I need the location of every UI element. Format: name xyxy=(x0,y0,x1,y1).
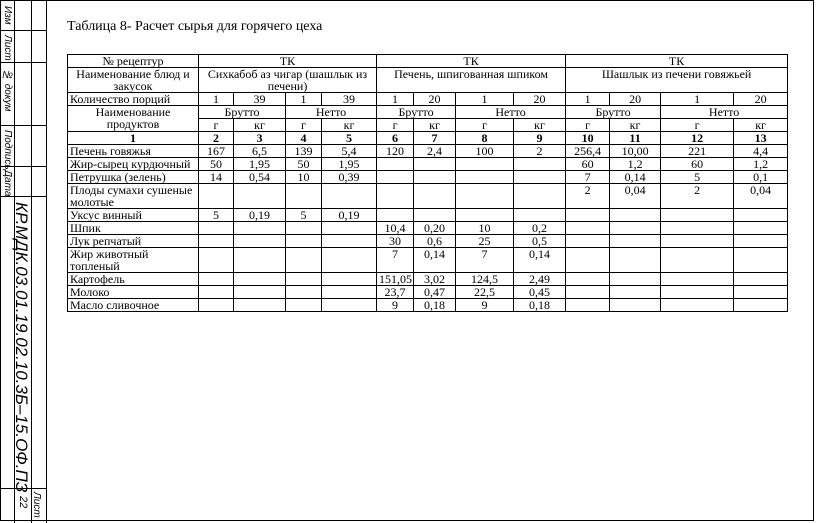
value-cell: 7 xyxy=(377,248,414,273)
value-cell xyxy=(199,222,234,235)
value-cell xyxy=(514,184,566,209)
value-cell xyxy=(456,184,514,209)
table-title: Таблица 8- Расчет сырья для горячего цеха xyxy=(67,19,323,34)
product-name: Жир-сырец курдючный xyxy=(68,158,199,171)
value-cell: 7 xyxy=(456,248,514,273)
table-row-recipe xyxy=(68,55,788,68)
value-cell xyxy=(661,248,734,273)
value-cell: 0,18 xyxy=(414,299,456,312)
value-cell: 5 xyxy=(199,209,234,222)
netto-1: Нетто xyxy=(286,106,377,119)
value-cell xyxy=(199,248,234,273)
dish-2: Печень, шпигованная шпиком xyxy=(377,68,566,93)
value-cell: 0,39 xyxy=(322,171,377,184)
value-cell xyxy=(661,222,734,235)
value-cell xyxy=(199,184,234,209)
value-cell xyxy=(661,286,734,299)
unit-cell: кг xyxy=(414,119,456,132)
value-cell xyxy=(734,299,788,312)
tk-3: ТК xyxy=(566,55,788,68)
value-cell xyxy=(377,209,414,222)
value-cell xyxy=(456,171,514,184)
value-cell xyxy=(286,273,322,286)
table-row xyxy=(68,158,788,171)
value-cell xyxy=(234,286,286,299)
value-cell xyxy=(234,235,286,248)
value-cell: 2 xyxy=(514,145,566,158)
table-row xyxy=(68,273,788,286)
table-row xyxy=(68,299,788,312)
value-cell: 3,02 xyxy=(414,273,456,286)
value-cell: 60 xyxy=(566,158,610,171)
side-stamp xyxy=(0,0,47,523)
value-cell: 0,19 xyxy=(322,209,377,222)
value-cell xyxy=(566,273,610,286)
column-number-cell: 13 xyxy=(734,132,788,145)
stamp-label-podpis: Подпись xyxy=(2,130,13,170)
value-cell xyxy=(286,299,322,312)
column-number-cell: 12 xyxy=(661,132,734,145)
value-cell: 5 xyxy=(661,171,734,184)
portion-cell: 20 xyxy=(734,93,788,106)
value-cell xyxy=(734,222,788,235)
value-cell: 1,95 xyxy=(234,158,286,171)
value-cell xyxy=(234,222,286,235)
column-number-cell: 9 xyxy=(514,132,566,145)
netto-3: Нетто xyxy=(661,106,788,119)
unit-cell: г xyxy=(566,119,610,132)
value-cell: 0,47 xyxy=(414,286,456,299)
table-row-portions xyxy=(68,93,788,106)
value-cell xyxy=(414,209,456,222)
value-cell xyxy=(322,184,377,209)
value-cell xyxy=(322,248,377,273)
table-row-column-numbers xyxy=(68,132,788,145)
product-name: Жир животный топленый xyxy=(68,248,199,273)
unit-cell: г xyxy=(456,119,514,132)
portion-cell: 20 xyxy=(610,93,661,106)
value-cell xyxy=(199,235,234,248)
value-cell: 0,1 xyxy=(734,171,788,184)
portion-cell: 1 xyxy=(199,93,234,106)
stamp-label-list: Лист xyxy=(2,35,13,61)
value-cell xyxy=(734,235,788,248)
value-cell: 0,04 xyxy=(734,184,788,209)
column-number-cell: 5 xyxy=(322,132,377,145)
value-cell xyxy=(661,299,734,312)
value-cell: 151,05 xyxy=(377,273,414,286)
product-name: Печень говяжья xyxy=(68,145,199,158)
value-cell xyxy=(734,248,788,273)
stamp-label-data: Дата xyxy=(2,170,13,197)
value-cell xyxy=(566,222,610,235)
product-name: Петрушка (зелень) xyxy=(68,171,199,184)
table-row xyxy=(68,286,788,299)
value-cell: 221 xyxy=(661,145,734,158)
value-cell xyxy=(566,209,610,222)
unit-cell: г xyxy=(199,119,234,132)
value-cell: 0,14 xyxy=(414,248,456,273)
value-cell: 60 xyxy=(661,158,734,171)
value-cell xyxy=(610,248,661,273)
value-cell xyxy=(322,222,377,235)
value-cell xyxy=(566,299,610,312)
value-cell xyxy=(734,273,788,286)
raw-materials-table xyxy=(67,54,788,312)
value-cell: 7 xyxy=(566,171,610,184)
column-number-cell: 7 xyxy=(414,132,456,145)
value-cell xyxy=(322,273,377,286)
value-cell: 1,2 xyxy=(734,158,788,171)
value-cell xyxy=(610,209,661,222)
value-cell xyxy=(322,286,377,299)
value-cell: 50 xyxy=(199,158,234,171)
value-cell: 0,20 xyxy=(414,222,456,235)
value-cell: 5 xyxy=(286,209,322,222)
value-cell xyxy=(286,235,322,248)
value-cell: 124,5 xyxy=(456,273,514,286)
value-cell xyxy=(199,299,234,312)
value-cell xyxy=(286,184,322,209)
value-cell: 0,45 xyxy=(514,286,566,299)
column-number-cell: 4 xyxy=(286,132,322,145)
value-cell: 9 xyxy=(377,299,414,312)
table-row xyxy=(68,209,788,222)
unit-cell: г xyxy=(377,119,414,132)
value-cell xyxy=(734,209,788,222)
value-cell xyxy=(414,158,456,171)
value-cell xyxy=(377,184,414,209)
value-cell xyxy=(322,235,377,248)
unit-cell: кг xyxy=(514,119,566,132)
value-cell: 4,4 xyxy=(734,145,788,158)
product-name: Уксус винный xyxy=(68,209,199,222)
tk-2: ТК xyxy=(377,55,566,68)
column-number-cell: 6 xyxy=(377,132,414,145)
value-cell: 2 xyxy=(661,184,734,209)
value-cell xyxy=(514,158,566,171)
value-cell: 1,2 xyxy=(610,158,661,171)
value-cell xyxy=(456,209,514,222)
table-row xyxy=(68,184,788,209)
value-cell: 10 xyxy=(286,171,322,184)
portion-cell: 39 xyxy=(234,93,286,106)
portion-cell: 1 xyxy=(286,93,322,106)
stamp-label-n-dokum: № докум xyxy=(2,70,13,112)
value-cell xyxy=(661,235,734,248)
document-code: КР.МДК.03.01.19.02.10.3Б–15.ОФ.ПЗ xyxy=(12,202,31,493)
value-cell: 0,2 xyxy=(514,222,566,235)
column-number-cell: 8 xyxy=(456,132,514,145)
portion-cell: 1 xyxy=(566,93,610,106)
portion-cell: 20 xyxy=(414,93,456,106)
value-cell xyxy=(566,248,610,273)
value-cell xyxy=(610,273,661,286)
unit-cell: г xyxy=(661,119,734,132)
value-cell xyxy=(234,248,286,273)
value-cell xyxy=(566,286,610,299)
portions-label: Количество порций xyxy=(68,93,199,106)
value-cell: 100 xyxy=(456,145,514,158)
value-cell: 22,5 xyxy=(456,286,514,299)
value-cell xyxy=(286,222,322,235)
value-cell xyxy=(456,158,514,171)
unit-cell: г xyxy=(286,119,322,132)
table-row xyxy=(68,171,788,184)
value-cell: 2,4 xyxy=(414,145,456,158)
value-cell xyxy=(566,235,610,248)
value-cell xyxy=(414,184,456,209)
value-cell: 139 xyxy=(286,145,322,158)
table-row xyxy=(68,145,788,158)
product-name: Картофель xyxy=(68,273,199,286)
value-cell xyxy=(514,171,566,184)
products-label: Наименование продуктов xyxy=(68,106,199,132)
value-cell xyxy=(234,273,286,286)
product-name: Плоды сумахи сушеные молотые xyxy=(68,184,199,209)
value-cell xyxy=(322,299,377,312)
table-body xyxy=(68,55,788,312)
value-cell: 0,14 xyxy=(514,248,566,273)
value-cell: 25 xyxy=(456,235,514,248)
brutto-2: Брутто xyxy=(377,106,456,119)
dish-label: Наименование блюд и закусок xyxy=(68,68,199,93)
unit-cell: кг xyxy=(234,119,286,132)
value-cell xyxy=(734,286,788,299)
value-cell: 2 xyxy=(566,184,610,209)
dish-1: Сихкабоб аз чигар (шашлык из печени) xyxy=(199,68,377,93)
brutto-1: Брутто xyxy=(199,106,286,119)
value-cell: 0,6 xyxy=(414,235,456,248)
value-cell xyxy=(661,209,734,222)
value-cell: 120 xyxy=(377,145,414,158)
value-cell: 0,54 xyxy=(234,171,286,184)
value-cell: 10,4 xyxy=(377,222,414,235)
value-cell: 10 xyxy=(456,222,514,235)
page-number: 22 xyxy=(17,496,29,509)
column-number-cell: 2 xyxy=(199,132,234,145)
dish-3: Шашлык из печени говяжьей xyxy=(566,68,788,93)
brutto-3: Брутто xyxy=(566,106,661,119)
column-number-cell: 3 xyxy=(234,132,286,145)
value-cell: 30 xyxy=(377,235,414,248)
value-cell xyxy=(661,273,734,286)
value-cell: 1,95 xyxy=(322,158,377,171)
value-cell xyxy=(610,235,661,248)
value-cell: 23,7 xyxy=(377,286,414,299)
tk-1: ТК xyxy=(199,55,377,68)
value-cell xyxy=(199,286,234,299)
column-number-cell: 1 xyxy=(68,132,199,145)
table-row-brutto-netto xyxy=(68,106,788,119)
value-cell xyxy=(234,184,286,209)
value-cell xyxy=(286,248,322,273)
value-cell: 0,04 xyxy=(610,184,661,209)
value-cell: 50 xyxy=(286,158,322,171)
value-cell: 167 xyxy=(199,145,234,158)
netto-2: Нетто xyxy=(456,106,566,119)
value-cell: 0,19 xyxy=(234,209,286,222)
value-cell xyxy=(286,286,322,299)
product-name: Молоко xyxy=(68,286,199,299)
portion-cell: 20 xyxy=(514,93,566,106)
product-name: Шпик xyxy=(68,222,199,235)
value-cell: 2,49 xyxy=(514,273,566,286)
value-cell: 0,5 xyxy=(514,235,566,248)
portion-cell: 1 xyxy=(456,93,514,106)
value-cell xyxy=(610,299,661,312)
unit-cell: кг xyxy=(610,119,661,132)
portion-cell: 1 xyxy=(661,93,734,106)
portion-cell: 39 xyxy=(322,93,377,106)
value-cell: 5,4 xyxy=(322,145,377,158)
stamp-label-izm: Изм xyxy=(2,6,13,25)
unit-cell: кг xyxy=(322,119,377,132)
product-name: Лук репчатый xyxy=(68,235,199,248)
value-cell xyxy=(234,299,286,312)
table-row-dishes xyxy=(68,68,788,93)
value-cell xyxy=(610,286,661,299)
value-cell xyxy=(199,273,234,286)
value-cell: 14 xyxy=(199,171,234,184)
product-name: Масло сливочное xyxy=(68,299,199,312)
document-code-cell xyxy=(0,196,47,493)
value-cell xyxy=(414,171,456,184)
value-cell: 0,14 xyxy=(610,171,661,184)
portion-cell: 1 xyxy=(377,93,414,106)
table-row xyxy=(68,222,788,235)
column-number-cell: 11 xyxy=(610,132,661,145)
value-cell: 6,5 xyxy=(234,145,286,158)
table-row xyxy=(68,235,788,248)
column-number-cell: 10 xyxy=(566,132,610,145)
table-row xyxy=(68,248,788,273)
stamp-label-list2: Лист xyxy=(31,492,42,518)
unit-cell: кг xyxy=(734,119,788,132)
value-cell: 10,00 xyxy=(610,145,661,158)
value-cell: 0,18 xyxy=(514,299,566,312)
value-cell: 9 xyxy=(456,299,514,312)
value-cell xyxy=(377,171,414,184)
value-cell xyxy=(377,158,414,171)
recipe-label: № рецептур xyxy=(68,55,199,68)
value-cell: 256,4 xyxy=(566,145,610,158)
value-cell xyxy=(610,222,661,235)
value-cell xyxy=(514,209,566,222)
